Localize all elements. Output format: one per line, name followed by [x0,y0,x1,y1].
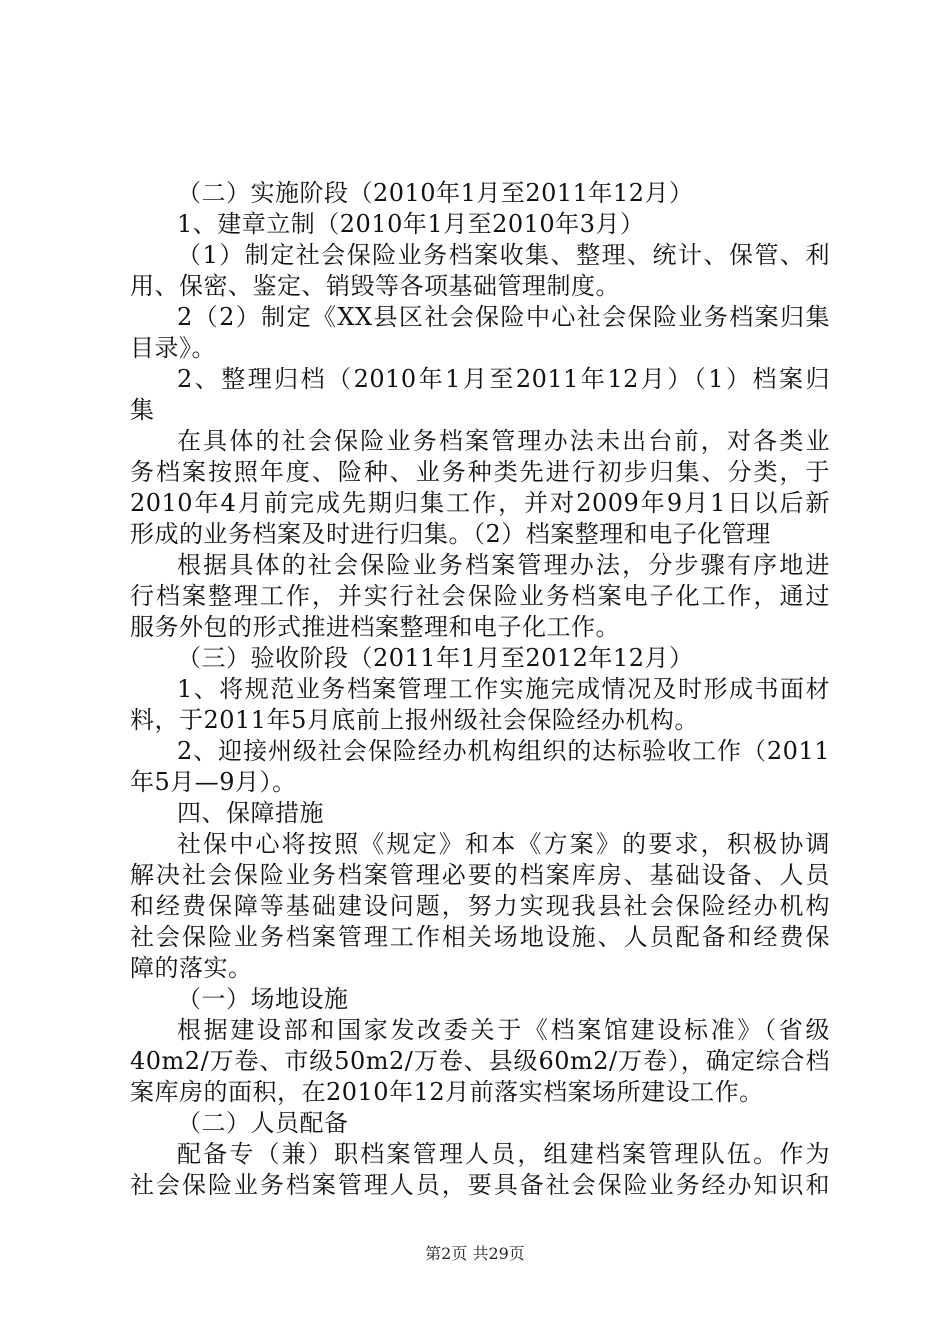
text-line: 根据具体的社会保险业务档案管理办法，分步骤有序地进 [177,551,830,579]
text-line: 2、整理归档（2010年1月至2011年12月）（1）档案归 [177,365,830,393]
text-line: 1、建章立制（2010年1月至2010年3月） [177,210,645,238]
text-line: 案库房的面积，在2010年12月前落实档案场所建设工作。 [130,1078,764,1106]
text-line: （二）实施阶段（2010年1月至2011年12月） [177,179,694,207]
text-line: （三）验收阶段（2011年1月至2012年12月） [177,644,694,672]
section-heading: （二）人员配备 [177,1109,349,1137]
text-line: 社会保险业务档案管理人员，要具备社会保险业务经办知识和 [130,1171,830,1199]
text-line: 行档案整理工作，并实行社会保险业务档案电子化工作，通过 [130,582,830,610]
text-line: （1）制定社会保险业务档案收集、整理、统计、保管、利 [177,241,830,269]
section-heading: （一）场地设施 [177,985,349,1013]
text-line: 集 [130,396,155,424]
text-line: 社会保险业务档案管理工作相关场地设施、人员配备和经费保 [130,923,830,951]
text-line: 40m2/万卷、市级50m2/万卷、县级60m2/万卷），确定综合档 [130,1047,830,1075]
text-line: 根据建设部和国家发改委关于《档案馆建设标准》（省级 [177,1016,830,1044]
text-line: 服务外包的形式推进档案整理和电子化工作。 [130,613,620,641]
text-line: 形成的业务档案及时进行归集。（2）档案整理和电子化管理 [130,520,771,548]
text-line: 料，于2011年5月底前上报州级社会保险经办机构。 [130,706,699,734]
text-line: 配备专（兼）职档案管理人员，组建档案管理队伍。作为 [177,1140,830,1168]
text-line: 年5月—9月）。 [130,768,297,796]
section-heading: 四、保障措施 [177,799,324,827]
text-line: 用、保密、鉴定、销毁等各项基础管理制度。 [130,272,620,300]
text-line: 社保中心将按照《规定》和本《方案》的要求，积极协调 [177,830,830,858]
page-number-footer: 第2页 共29页 [425,1244,525,1263]
text-line: 2、迎接州级社会保险经办机构组织的达标验收工作（2011 [177,737,830,765]
text-line: 2（2）制定《XX县区社会保险中心社会保险业务档案归集 [177,303,830,331]
text-line: 2010年4月前完成先期归集工作，并对2009年9月1日以后新 [130,489,830,517]
text-line: 目录》。 [130,334,216,362]
text-line: 和经费保障等基础建设问题，努力实现我县社会保险经办机构 [130,892,830,920]
text-line: 在具体的社会保险业务档案管理办法未出台前，对各类业 [177,427,830,455]
text-line: 1、将规范业务档案管理工作实施完成情况及时形成书面材 [177,675,830,703]
text-line: 障的落实。 [130,954,253,982]
text-line: 解决社会保险业务档案管理必要的档案库房、基础设备、人员 [130,861,830,889]
text-line: 务档案按照年度、险种、业务种类先进行初步归集、分类，于 [130,458,830,486]
